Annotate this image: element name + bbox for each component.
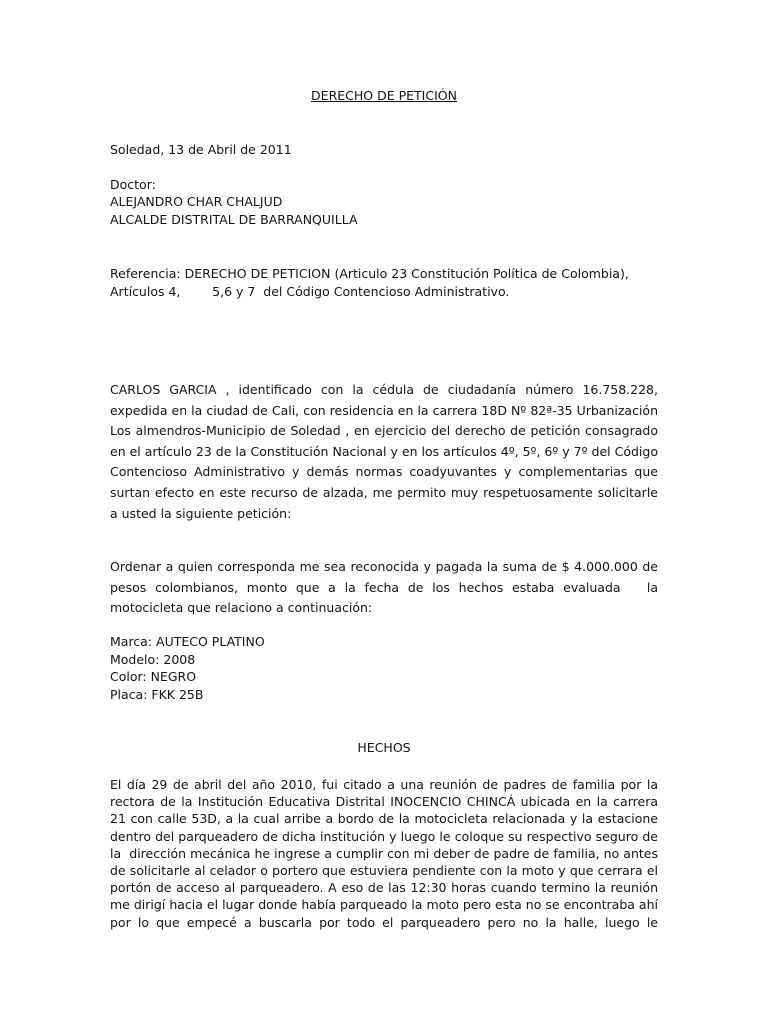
intro-line: CARLOS GARCIA , identificado con la cédula de ciudadanía número 16.758.228, bbox=[110, 382, 658, 397]
place-date: Soledad, 13 de Abril de 2011 bbox=[110, 142, 292, 157]
intro-line: expedida en la ciudad de Cali, con residencia en la carrera 18D Nº 82ª-35 Urbanización bbox=[110, 402, 658, 418]
reference-line-1: Referencia: DERECHO DE PETICION (Articulo 23 Constitución Política de Colombia), bbox=[110, 266, 629, 281]
facts-line: de solicitarle al celador o portero que estuviera pendiente con la moto y que cerrara el bbox=[110, 863, 658, 879]
intro-line: en el artículo 23 de la Constitución Nacional y en los artículos 4º, 5º, 6º y 7º del Código bbox=[110, 443, 658, 459]
vehicle-plate: Placa: FKK 25B bbox=[110, 687, 204, 702]
facts-line: 21 con calle 53D, a la cual arribe a bordo de la motocicleta relacionada y la estacione bbox=[110, 811, 658, 827]
facts-heading: HECHOS bbox=[357, 740, 411, 755]
facts-line: portón de acceso al parqueadero. A eso de las 12:30 horas cuando termino la reunión bbox=[110, 880, 658, 896]
intro-line: a usted la siguiente petición: bbox=[110, 505, 292, 521]
intro-paragraph bbox=[110, 380, 658, 524]
request-paragraph bbox=[110, 557, 658, 619]
recipient-position: ALCALDE DISTRITAL DE BARRANQUILLA bbox=[110, 212, 358, 227]
reference-line-2: Artículos 4, 5,6 y 7 del Código Contencioso Administrativo. bbox=[110, 284, 510, 299]
facts-paragraph bbox=[110, 776, 658, 931]
request-line: motocicleta que relaciono a continuación: bbox=[110, 600, 373, 616]
intro-line: Contencioso Administrativo y demás normas coadyuvantes y complementarias que bbox=[110, 464, 658, 480]
vehicle-brand: Marca: AUTECO PLATINO bbox=[110, 634, 265, 649]
facts-line: por lo que empecé a buscarla por todo el parqueadero pero no la halle, luego le bbox=[110, 914, 658, 930]
facts-line: rectora de la Institución Educativa Distrital INOCENCIO CHINCÁ ubicada en la carrera bbox=[110, 794, 658, 810]
request-line: Ordenar a quien corresponda me sea reconocida y pagada la suma de $ 4.000.000 de bbox=[110, 559, 658, 574]
facts-line: me dirigí hacia el lugar donde había parqueado la moto pero esta no se encontraba ahí bbox=[110, 897, 658, 913]
vehicle-model: Modelo: 2008 bbox=[110, 652, 196, 667]
intro-line: surtan efecto en este recurso de alzada, me permito muy respetuosamente solicitarle bbox=[110, 484, 658, 500]
vehicle-color: Color: NEGRO bbox=[110, 669, 197, 684]
facts-line: El día 29 de abril del año 2010, fui citado a una reunión de padres de familia por la bbox=[110, 777, 658, 792]
request-line: pesos colombianos, monto que a la fecha de los hechos estaba evaluada la bbox=[110, 579, 658, 595]
facts-line: dentro del parqueadero de dicha institución y luego le coloque su respectivo seguro de bbox=[110, 828, 658, 844]
facts-line: la dirección mecánica he ingrese a cumplir con mi deber de padre de familia, no antes bbox=[110, 845, 658, 861]
intro-line: Los almendros-Municipio de Soledad , en ejercicio del derecho de petición consagrado bbox=[110, 423, 658, 439]
recipient-name: ALEJANDRO CHAR CHALJUD bbox=[110, 194, 283, 209]
document-title: DERECHO DE PETICIÓN bbox=[311, 88, 457, 103]
recipient-salutation: Doctor: bbox=[110, 177, 156, 192]
